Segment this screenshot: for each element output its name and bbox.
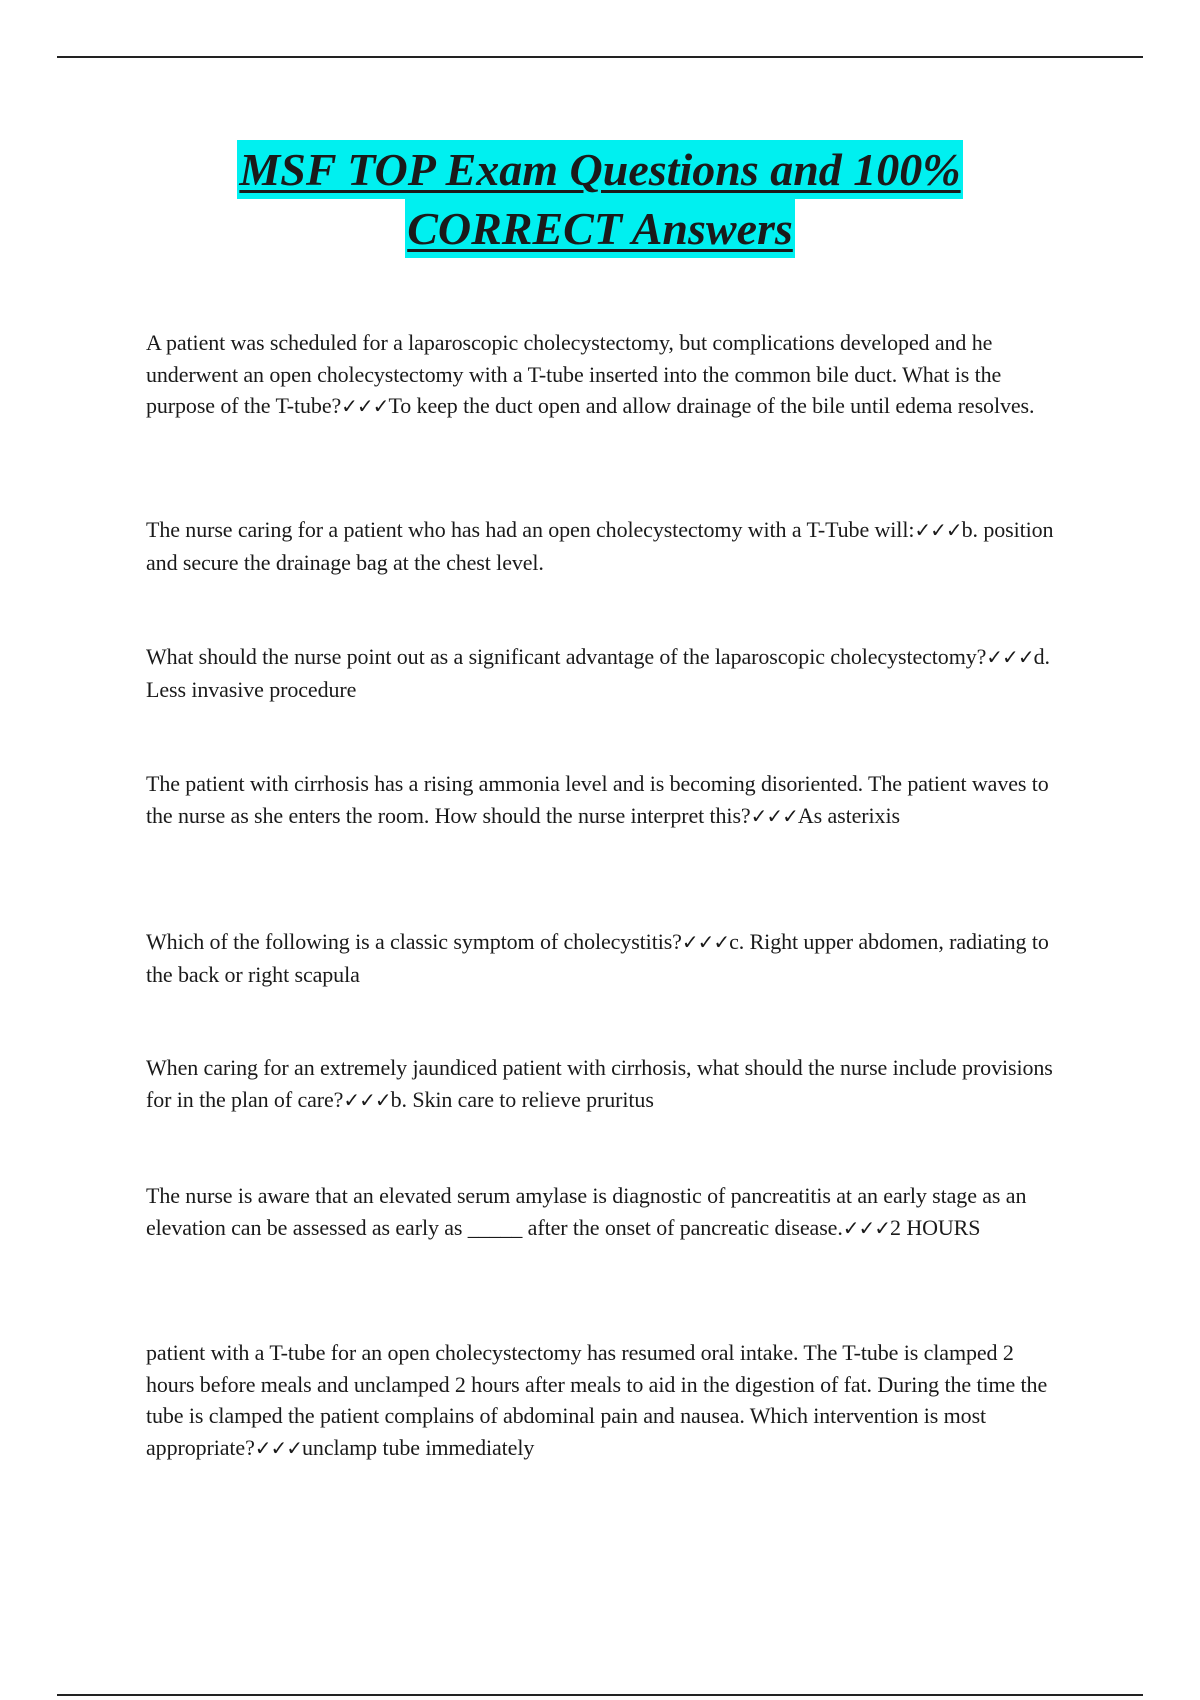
qa-item-3 — [146, 641, 1066, 705]
question-text: A patient was scheduled for a laparoscopic cholecystectomy, but complications developed and he underwent an open cholecystectomy with a T-tube inserted into the common bile duct. What is the purpose of the T-tube? — [146, 330, 1002, 418]
qa-item-8 — [146, 1337, 1066, 1464]
question-text: The patient with cirrhosis has a rising ammonia level and is becoming disoriented. The patient waves to the nurse as she enters the room. How should the nurse interpret this? — [146, 771, 1049, 828]
answer-text: To keep the duct open and allow drainage of the bile until edema resolves. — [388, 393, 1035, 418]
check-mark-icon: ✓✓✓ — [986, 645, 1034, 669]
answer-text: d. Less invasive procedure — [146, 644, 1050, 702]
qa-item-7 — [146, 1180, 1066, 1244]
document-title — [0, 140, 1200, 258]
qa-item-5 — [146, 926, 1066, 990]
qa-item-4 — [146, 768, 1066, 832]
check-mark-icon: ✓✓✓ — [343, 1087, 391, 1112]
qa-item-1 — [146, 327, 1066, 423]
question-text: The nurse is aware that an elevated serum amylase is diagnostic of pancreatitis at an early stage as an elevation can be assessed as early as _____ after the onset of pancreatic disease. — [146, 1183, 1027, 1240]
check-mark-icon: ✓✓✓ — [341, 394, 389, 418]
question-text: When caring for an extremely jaundiced patient with cirrhosis, what should the nurse include provisions for in the plan of care? — [146, 1055, 1053, 1112]
title-line-1: MSF TOP Exam Questions and 100% — [237, 140, 962, 199]
answer-text: unclamp tube immediately — [302, 1434, 535, 1460]
qa-item-6 — [146, 1052, 1066, 1116]
answer-text: b. position and secure the drainage bag at the chest level. — [146, 517, 1054, 575]
question-text: What should the nurse point out as a significant advantage of the laparoscopic cholecystectomy? — [146, 644, 987, 669]
check-mark-icon: ✓✓✓ — [681, 930, 730, 954]
top-rule — [57, 56, 1143, 58]
answer-text: 2 HOURS — [890, 1214, 981, 1240]
bottom-rule — [57, 1694, 1143, 1696]
check-mark-icon: ✓✓✓ — [254, 1435, 303, 1460]
qa-item-2 — [146, 514, 1066, 578]
check-mark-icon: ✓✓✓ — [842, 1215, 891, 1240]
title-line-2: CORRECT Answers — [405, 199, 795, 258]
answer-text: As asterixis — [797, 802, 900, 828]
question-text: patient with a T-tube for an open cholecystectomy has resumed oral intake. The T-tube is clamped 2 hours before meals and unclamped 2 hours after meals to aid in the digestion of fat. During the time the tube is clamped the patient complains of abdominal pain and nausea. Which intervention is most appropriate? — [146, 1340, 1048, 1460]
question-text: The nurse caring for a patient who has had an open cholecystectomy with a T-Tube will: — [146, 517, 915, 542]
check-mark-icon: ✓✓✓ — [914, 518, 962, 542]
answer-text: c. Right upper abdomen, radiating to the back or right scapula — [146, 929, 1049, 987]
check-mark-icon: ✓✓✓ — [750, 803, 798, 828]
question-text: Which of the following is a classic symptom of cholecystitis? — [146, 929, 682, 954]
answer-text: b. Skin care to relieve pruritus — [390, 1086, 654, 1112]
